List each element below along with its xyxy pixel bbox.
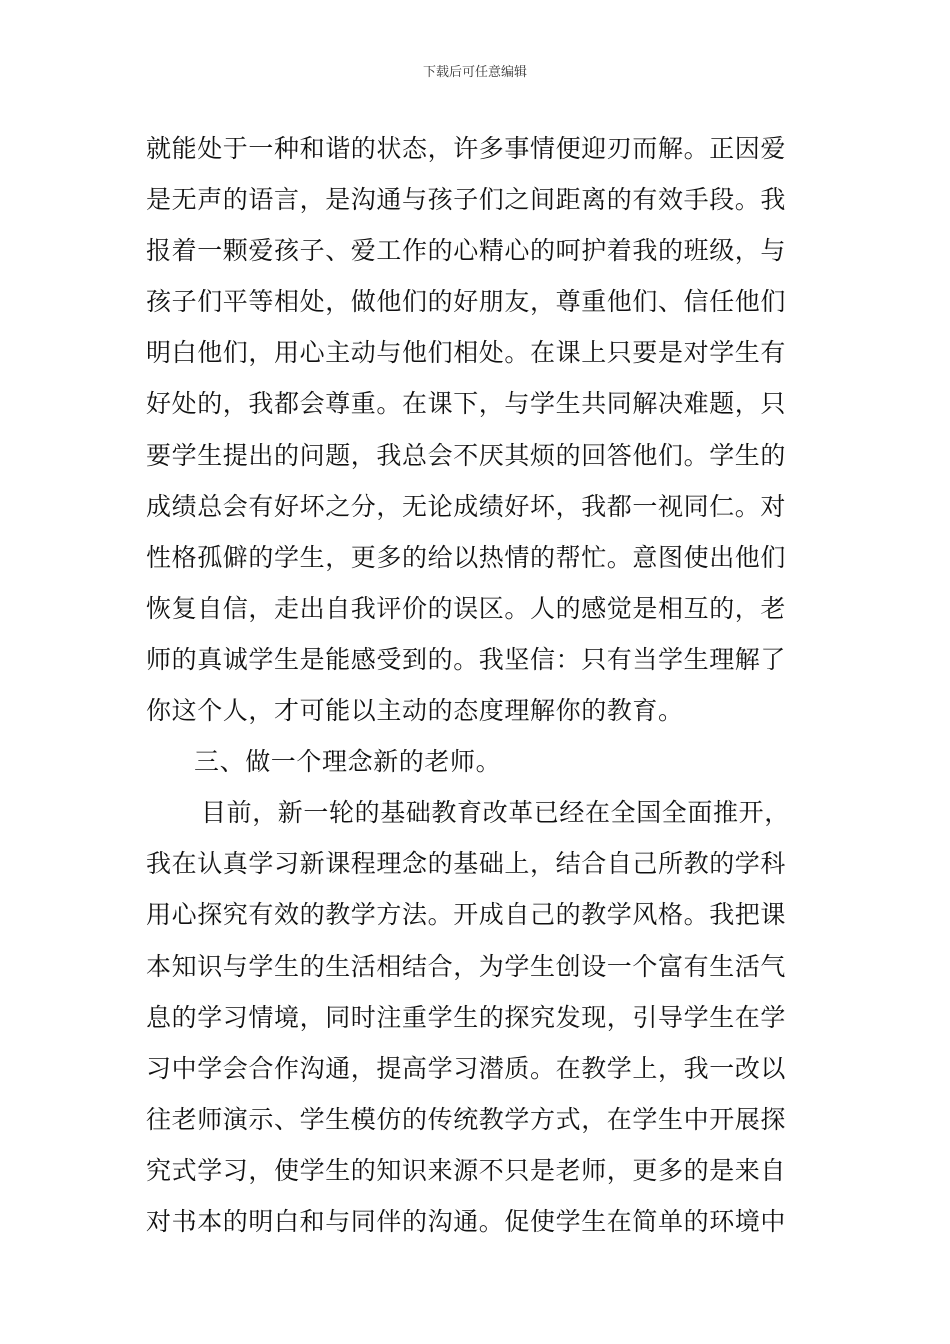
text-line: 你这个人，才可能以主动的态度理解你的教育。 [146, 696, 684, 726]
text-line: 成绩总会有好坏之分，无论成绩好坏，我都一视同仁。对 [146, 491, 787, 521]
text-line: 明白他们，用心主动与他们相处。在课上只要是对学生有 [146, 338, 787, 368]
section-heading: 三、做一个理念新的老师。 [194, 747, 502, 777]
text-line: 孩子们平等相处，做他们的好朋友，尊重他们、信任他们 [146, 287, 787, 317]
text-line: 师的真诚学生是能感受到的。我坚信：只有当学生理解了 [146, 644, 787, 674]
text-line: 我在认真学习新课程理念的基础上，结合自己所教的学科 [146, 849, 787, 879]
text-line: 对书本的明白和与同伴的沟通。促使学生在简单的环境中 [146, 1206, 787, 1236]
text-line: 是无声的语言，是沟通与孩子们之间距离的有效手段。我 [146, 185, 787, 215]
paragraph-first-line: 目前，新一轮的基础教育改革已经在全国全面推开， [201, 798, 790, 828]
text-line: 息的学习情境，同时注重学生的探究发现，引导学生在学 [146, 1002, 787, 1032]
text-line: 用心探究有效的教学方法。开成自己的教学风格。我把课 [146, 900, 787, 930]
document-body [146, 123, 816, 1247]
text-line: 就能处于一种和谐的状态，许多事情便迎刃而解。正因爱 [146, 134, 787, 163]
text-line: 本知识与学生的生活相结合，为学生创设一个富有生活气 [146, 951, 787, 981]
text-line: 好处的，我都会尊重。在课下，与学生共同解决难题，只 [146, 389, 787, 419]
page-header: 下载后可任意编辑 [422, 65, 527, 80]
text-line: 性格孤僻的学生，更多的给以热情的帮忙。意图使出他们 [146, 542, 787, 572]
text-line: 究式学习，使学生的知识来源不只是老师，更多的是来自 [146, 1155, 787, 1185]
text-line: 要学生提出的问题，我总会不厌其烦的回答他们。学生的 [146, 440, 787, 470]
text-line: 报着一颗爱孩子、爱工作的心精心的呵护着我的班级，与 [146, 236, 787, 266]
text-line: 恢复自信，走出自我评价的误区。人的感觉是相互的，老 [146, 593, 787, 623]
text-line: 习中学会合作沟通，提高学习潜质。在教学上，我一改以 [146, 1053, 787, 1083]
text-line: 往老师演示、学生模仿的传统教学方式，在学生中开展探 [146, 1104, 787, 1134]
